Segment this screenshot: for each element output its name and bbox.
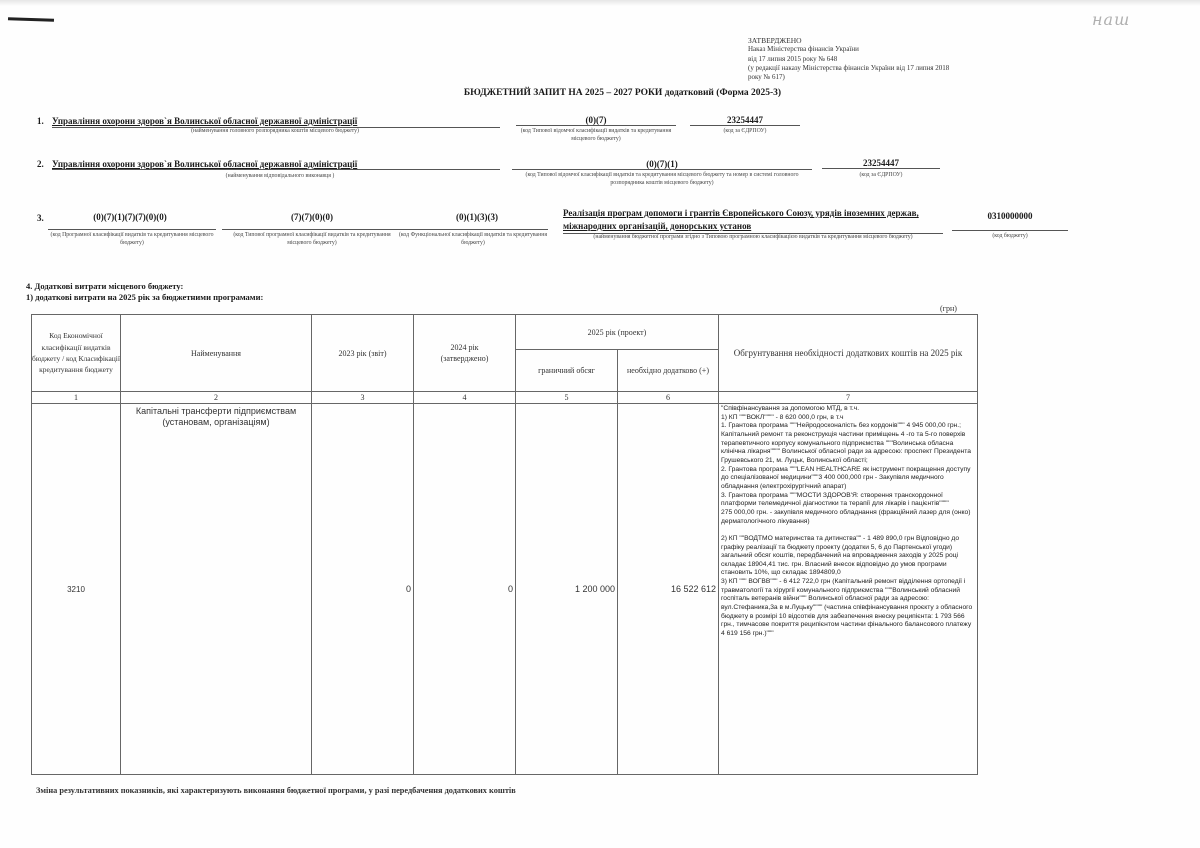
approval-line: (у редакції наказу Міністерства фінансів України від 17 липня 2018 [748, 63, 950, 72]
header-limit: граничний обсяг [516, 350, 618, 392]
header-2023: 2023 рік (звіт) [312, 315, 414, 392]
section2-edrpou: 23254447 [822, 158, 940, 169]
section3-program-name-caption: (найменування бюджетної програми згідно з Типовою програмною класифікацією видатків та кредитування місцевого бюджету) [593, 234, 913, 240]
scan-pen-mark [8, 17, 54, 22]
currency-unit: (грн) [940, 304, 957, 313]
section3-typical-code-line [222, 229, 402, 230]
additional-expenses-table [31, 314, 978, 775]
column-number: 1 [32, 392, 121, 404]
cell-justification: "Співфінансування за допомогою МТД, в т.ч. 1) КП """ВОКЛ"""" - 8 620 000,0 грн, в т.ч 1. Грантова програма """Нейродосконалість без кордонів""" 4 945 000,00 грн.; Капітальний ремонт та реконструкція частини приміщень 4 -го та 5-го поверхів терапевтичного корпусу комунального підприємства """Волинська обласна клінічна лікарня"""" Волинської обласної ради за адресою: проспект Президента Грушевського 21, м. Луцьк, Волинської області; 2. Грантова програма """LEAN HEALTHCARE як інструмент покращення доступу до спеціалізованої медицини"""3 400 000,000 грн - Закупівля медичного обладнання (електрохірургічний апарат) 3. Грантова програма """МОСТИ ЗДОРОВ'Я: створення транскордонної платформи телемедичної діагностики та терапії для лікарів і пацієнтів"""" 275 000,00 грн. - закупівля медичного обладнання (фракційний лазер для (онко) дерматологічного лікування) 2) КП ""ВОДТМО материнства та дитинства"" - 1 489 890,0 грн Відповідно до графіку реалізації та бюджету проекту (додатки 5, 6 до Партенської угоди) загальний обсяг коштів, передбачений на впровадження заходів у 2025 році складає 18904,41 тис. грн. Власний внесок відповідно до умов програми становить 10%, що складає 1894809,0 3) КП """ ВОГВВ""" - 6 412 722,0 грн (Капітальний ремонт відділення ортопедії і травматології та хірургії комунального підприємства """Волинський обласний госпіталь ветеранів війни""" Волинської обласної ради за адресою: вул.Стефаника,3а в м.Луцьку"""" (частина співфінансування проєкту з обласного бюджету в розмірі 10 відсотків для забезпечення внеску реципієнта: 1 793 566 грн., тимчасове покриття реципієнтом частини фінального балансового платежу 4 619 156 грн.)""" [719, 404, 978, 775]
section1-manager-name: Управління охорони здоров`я Волинської обласної державної адміністрації [52, 116, 500, 128]
section3-budget-code-line [952, 230, 1068, 231]
section1-manager-caption: (найменування головного розпорядника коштів місцевого бюджету) [191, 128, 359, 134]
column-number: 4 [414, 392, 516, 404]
table-row [32, 404, 978, 775]
section1-dept-code-caption: (код Типової відомчої класифікації видатків та кредитування місцевого бюджету) [520, 128, 672, 142]
section3-program-code-caption: (код Програмної класифікації видатків та кредитування місцевого бюджету) [50, 232, 214, 246]
section1-edrpou: 23254447 [690, 115, 800, 126]
column-numbers-row [32, 392, 978, 404]
section2-executor-caption: (найменування відповідального виконавця ) [225, 173, 335, 179]
header-2025-group: 2025 рік (проект) [516, 315, 719, 350]
handwritten-note: наш [1092, 10, 1131, 29]
section3-program-code: (0)(7)(1)(7)(7)(0)(0) [93, 212, 167, 222]
section3-budget-code-caption: (код бюджету) [992, 233, 1028, 239]
section4-subheading: 1) додаткові витрати на 2025 рік за бюджетними програмами: [26, 292, 264, 302]
header-additional: необхідно додатково (+) [618, 350, 719, 392]
cell-2023: 0 [312, 404, 414, 775]
cell-additional-2025: 16 522 612 [618, 404, 719, 775]
section2-executor-name: Управління охорони здоров`я Волинської обласної державної адміністрації [52, 159, 500, 170]
cell-limit-2025: 1 200 000 [516, 404, 618, 775]
indicators-heading: Зміна результативних показників, які характеризують виконання бюджетної програми, у разі передбачення додаткових коштів [36, 786, 516, 795]
column-number: 7 [719, 392, 978, 404]
section2-number: 2. [37, 159, 44, 169]
section2-dept-code-caption: (код Типової відомчої класифікації видатків та кредитування місцевого бюджету та номер в системі головного розпорядника коштів місцевого бюджету) [525, 172, 799, 186]
section3-functional-code-caption: (код Функціональної класифікації видатків та кредитування бюджету) [398, 232, 548, 246]
section4-heading: 4. Додаткові витрати місцевого бюджету: [26, 281, 184, 291]
section3-program-code-line [48, 229, 216, 230]
section3-typical-code: (7)(7)(0)(0) [291, 212, 333, 222]
section3-program-name: Реалізація програм допомоги і грантів Європейського Союзу, урядів іноземних держав, міжнародних організацій, донорських установ [563, 208, 919, 231]
section2-edrpou-caption: (код за ЄДРПОУ) [859, 172, 903, 178]
document-title: БЮДЖЕТНИЙ ЗАПИТ НА 2025 – 2027 РОКИ додатковий (Форма 2025-3) [463, 88, 782, 98]
approval-line: від 17 липня 2015 року № 648 [748, 54, 838, 63]
section2-dept-code: (0)(7)(1) [512, 159, 812, 170]
cell-economic-code: 3210 [32, 404, 121, 775]
section3-number: 3. [37, 213, 44, 223]
column-number: 2 [121, 392, 312, 404]
approval-stamp [748, 36, 973, 82]
approval-line: року № 617) [748, 73, 785, 82]
approval-title: ЗАТВЕРДЖЕНО [748, 36, 802, 45]
scan-edge [0, 0, 1200, 6]
approval-line: Наказ Міністерства фінансів України [748, 45, 859, 54]
cell-2024: 0 [414, 404, 516, 775]
section1-edrpou-caption: (код за ЄДРПОУ) [723, 128, 767, 134]
column-number: 6 [618, 392, 719, 404]
section3-functional-code-line [398, 229, 548, 230]
cell-name: Капітальні трансферти підприємствам (установам, організаціям) [121, 404, 312, 775]
section3-typical-code-caption: (код Типової програмної класифікації видатків та кредитування місцевого бюджету) [233, 232, 391, 246]
section1-number: 1. [37, 116, 44, 126]
header-justification: Обгрунтування необхідності додаткових коштів на 2025 рік [719, 315, 978, 392]
header-2024: 2024 рік (затверджено) [414, 315, 516, 392]
section1-dept-code: (0)(7) [516, 115, 676, 126]
header-name: Найменування [121, 315, 312, 392]
section3-functional-code: (0)(1)(3)(3) [456, 212, 498, 222]
column-number: 5 [516, 392, 618, 404]
table-header-row [32, 315, 978, 350]
column-number: 3 [312, 392, 414, 404]
header-economic-code: Код Економічної класифікації видатків бюджету / код Класифікації кредитування бюджету [32, 315, 121, 392]
section3-budget-code: 0310000000 [987, 211, 1033, 221]
